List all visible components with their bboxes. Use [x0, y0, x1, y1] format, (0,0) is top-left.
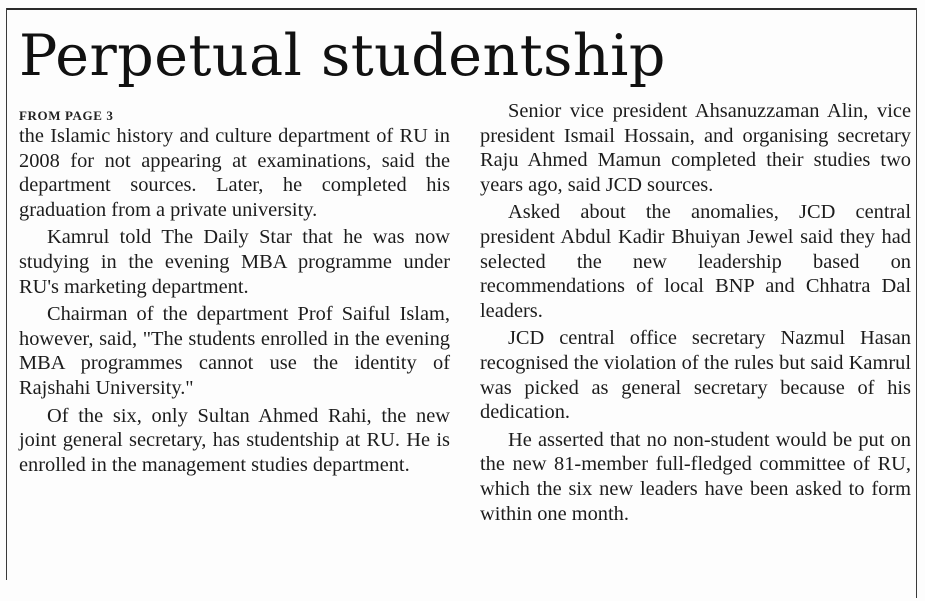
right-column-rule: [916, 8, 917, 598]
paragraph: Chairman of the department Prof Saiful Islam, however, said, "The students enrolled in the evening MBA programmes cannot use the identity of Rajshahi University.": [19, 303, 450, 399]
right-column: [480, 99, 911, 529]
paragraph: Kamrul told The Daily Star that he was now studying in the evening MBA programme under RU's marketing department.: [19, 226, 450, 298]
paragraph: Senior vice president Ahsanuzzaman Alin, vice president Ismail Hossain, and organising secretary Raju Ahmed Mamun completed their studies two years ago, said JCD sources.: [480, 100, 911, 196]
left-column: [19, 107, 450, 480]
paragraph: He asserted that no non-student would be put on the new 81-member full-fledged committee of RU, which the six new leaders have been asked to form within one month.: [480, 428, 911, 525]
paragraph: the Islamic history and culture department of RU in 2008 for not appearing at examinations, said the department sources. Later, he completed his graduation from a private university.: [19, 125, 450, 221]
paragraph: JCD central office secretary Nazmul Hasan recognised the violation of the rules but said Kamrul was picked as general secretary because of his dedication.: [480, 327, 911, 424]
top-rule: [6, 8, 917, 10]
left-column-rule: [6, 8, 7, 580]
headline: Perpetual studentship: [19, 23, 666, 89]
paragraph: Of the six, only Sultan Ahmed Rahi, the new joint general secretary, has studentship at RU. He is enrolled in the management studies department.: [19, 404, 450, 476]
paragraph: Asked about the anomalies, JCD central president Abdul Kadir Bhuiyan Jewel said they had selected the new leadership based on recommendations of local BNP and Chhatra Dal leaders.: [480, 201, 911, 322]
jump-line: FROM PAGE 3: [19, 108, 114, 123]
